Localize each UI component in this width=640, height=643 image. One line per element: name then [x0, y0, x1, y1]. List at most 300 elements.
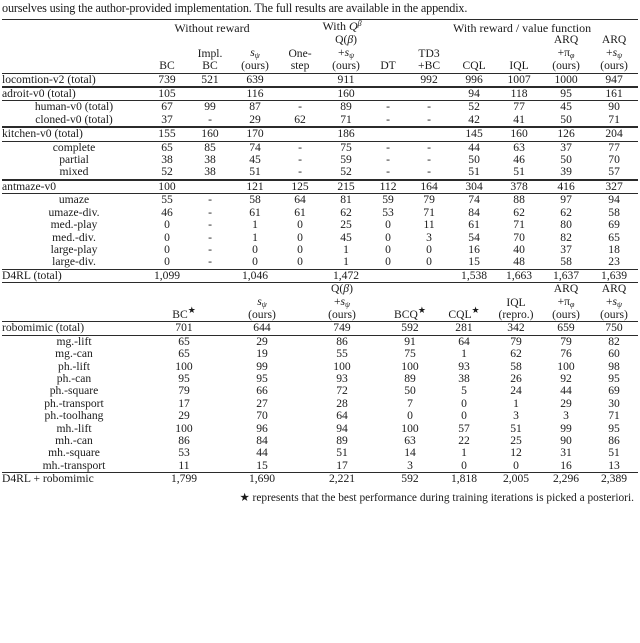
column-header-cql: CQL [462, 59, 486, 73]
cell-value: 112 [370, 180, 406, 194]
cell-value: 0 [385, 255, 391, 269]
table-row [2, 87, 638, 101]
row-label: mg.-lift [2, 335, 146, 348]
cell-value: 99 [256, 359, 268, 373]
row-label: kitchen-v0 (total) [2, 127, 146, 141]
cell-value: 61 [249, 205, 261, 219]
cell-value: 2,005 [490, 473, 542, 486]
cell-value: 58 [560, 255, 572, 269]
cell-value: 48 [513, 255, 525, 269]
cell-value: 17 [178, 396, 190, 410]
cell-value: 0 [252, 255, 258, 269]
cell-value: 992 [406, 73, 452, 87]
cell-value: 69 [608, 218, 620, 232]
cell-value: 1,799 [146, 473, 222, 486]
cell-value [370, 127, 406, 141]
cell-value: 91 [382, 335, 438, 348]
cell-value: 19 [256, 347, 268, 361]
row-label: ph.-square [49, 384, 99, 398]
row-label: human-v0 (total) [2, 101, 146, 114]
cell-value: 701 [146, 322, 222, 335]
cell-value: 15 [468, 255, 480, 269]
cell-value: 29 [222, 335, 302, 348]
cell-value: 304 [452, 180, 496, 194]
cell-value: 0 [164, 230, 170, 244]
cell-value: 3 [426, 230, 432, 244]
cell-value: 592 [382, 322, 438, 335]
cell-value: 0 [297, 230, 303, 244]
table-row [2, 232, 638, 244]
cell-value: 70 [513, 230, 525, 244]
cell-value: 51 [468, 165, 480, 179]
cell-value: 76 [560, 347, 572, 361]
cell-value: 100 [401, 359, 419, 373]
cell-value: 81 [322, 194, 370, 207]
row-label: ph.-lift [58, 359, 90, 373]
cell-value: 63 [496, 141, 542, 154]
cell-value: 46 [513, 153, 525, 167]
cell-value: 1 [252, 230, 258, 244]
lead-paragraph: ourselves using the author-provided implementation. The full results are available in the appendix. [2, 1, 468, 15]
cell-value: 62 [340, 205, 352, 219]
cell-value: 23 [608, 255, 620, 269]
table-row [2, 473, 638, 486]
cell-value: 521 [188, 73, 232, 87]
table-footnote: ★ represents that the best performance during training iterations is picked a posteriori. [239, 491, 634, 504]
cell-value: 659 [542, 322, 590, 335]
cell-value: 71 [608, 112, 620, 126]
cell-value: 327 [590, 180, 638, 194]
cell-value: 52 [340, 165, 352, 179]
cell-value: 15 [256, 458, 268, 472]
cell-value: 95 [542, 87, 590, 101]
table2-head [2, 283, 638, 322]
cell-value: 1 [461, 446, 467, 460]
cell-value [278, 269, 322, 282]
cell-value: - [188, 194, 232, 207]
row-label: med.-div. [52, 230, 96, 244]
cell-value: 155 [146, 127, 188, 141]
table2-body [2, 322, 638, 486]
cell-value: 160 [496, 127, 542, 141]
cell-value [406, 87, 452, 101]
column-header-q-beta-s-psi-2: Q(β) $+s_\psi$ (ours) [302, 283, 382, 322]
cell-value: 42 [468, 112, 480, 126]
cell-value: 71 [423, 205, 435, 219]
table-row [2, 73, 638, 87]
table-row [2, 219, 638, 231]
cell-value: 0 [426, 255, 432, 269]
cell-value: 18 [608, 242, 620, 256]
column-header-blank-2 [2, 283, 146, 322]
cell-value: 2,389 [590, 473, 638, 486]
cell-value: 69 [608, 384, 620, 398]
column-header-one-step: One- step [288, 46, 312, 73]
cell-value: 62 [294, 112, 306, 126]
cell-value: 0 [252, 242, 258, 256]
column-header-arq-s-psi: ARQ $+s_\psi$ (ours) [600, 33, 628, 73]
cell-value: - [427, 165, 431, 179]
cell-value: 64 [278, 194, 322, 207]
cell-value: 7 [407, 396, 413, 410]
cell-value: 0 [513, 458, 519, 472]
cell-value: 592 [382, 473, 438, 486]
cell-value: 50 [468, 153, 480, 167]
cell-value: 57 [458, 421, 470, 435]
table-row [2, 194, 638, 207]
cell-value: 94 [336, 421, 348, 435]
cell-value: 1,818 [438, 473, 490, 486]
table1-head [2, 20, 638, 74]
cell-value [188, 269, 232, 282]
cell-value: 12 [510, 446, 522, 460]
cell-value: 0 [461, 409, 467, 423]
cell-value: 37 [542, 141, 590, 154]
cell-value [370, 87, 406, 101]
cell-value: - [427, 112, 431, 126]
cell-value: 93 [336, 371, 348, 385]
cell-value: 160 [322, 87, 370, 101]
cell-value: 16 [468, 242, 480, 256]
row-label: large-div. [52, 255, 96, 269]
cell-value: 85 [188, 141, 232, 154]
row-label: adroit-v0 (total) [2, 87, 146, 101]
cell-value: 644 [222, 322, 302, 335]
column-header-cql-star: CQL★ [438, 283, 490, 322]
row-label: D4RL (total) [2, 269, 146, 282]
cell-value: 77 [590, 141, 638, 154]
cell-value: 105 [146, 87, 188, 101]
table-row [2, 166, 638, 179]
cell-value: 0 [385, 242, 391, 256]
cell-value: - [208, 242, 212, 256]
cell-value: 62 [513, 205, 525, 219]
table-row [2, 141, 638, 154]
cell-value: - [427, 153, 431, 167]
cell-value: 53 [178, 446, 190, 460]
row-label: mg.-can [55, 347, 93, 361]
cell-value: 61 [468, 218, 480, 232]
cell-value: 93 [458, 359, 470, 373]
row-label: umaze [2, 194, 146, 207]
column-header-q-beta-s-psi: Q(β) $+s_\psi$ (ours) [332, 33, 360, 73]
cell-value: 44 [452, 141, 496, 154]
table-row [2, 423, 638, 435]
cell-value: 38 [161, 153, 173, 167]
cell-value: 75 [404, 347, 416, 361]
cell-value: 64 [438, 335, 490, 348]
cell-value: 1007 [496, 73, 542, 87]
row-label: mh.-square [48, 446, 100, 460]
cell-value: 95 [178, 371, 190, 385]
cell-value: 118 [496, 87, 542, 101]
cell-value: 0 [297, 242, 303, 256]
cell-value: 0 [164, 255, 170, 269]
cell-value: - [406, 101, 452, 114]
column-header-blank [2, 34, 146, 73]
column-header-td3-bc: TD3 +BC [418, 46, 441, 73]
cell-value: 44 [560, 384, 572, 398]
cell-value: 71 [513, 218, 525, 232]
cell-value: 55 [146, 194, 188, 207]
column-header-arq-s-psi-2: ARQ $+s_\psi$ (ours) [590, 283, 638, 322]
cell-value [278, 73, 322, 87]
row-label: complete [2, 141, 146, 154]
cell-value: 58 [608, 205, 620, 219]
cell-value: 11 [178, 458, 190, 472]
cell-value: 89 [336, 434, 348, 447]
cell-value: 0 [297, 255, 303, 269]
row-label: mh.-can [55, 434, 93, 447]
cell-value: 17 [336, 458, 348, 472]
group-header-with-reward: With reward / value function [406, 20, 638, 35]
cell-value: 65 [146, 141, 188, 154]
cell-value: 160 [188, 127, 232, 141]
cell-value [278, 87, 322, 101]
cell-value: 342 [490, 322, 542, 335]
cell-value: 66 [256, 384, 268, 398]
cell-value: 82 [560, 230, 572, 244]
cell-value: 59 [370, 194, 406, 207]
cell-value: 1,639 [590, 269, 638, 282]
cell-value: 1,472 [322, 269, 370, 282]
cell-value: 94 [452, 87, 496, 101]
cell-value: 97 [542, 194, 590, 207]
cell-value: 89 [322, 101, 370, 114]
cell-value: 70 [256, 409, 268, 423]
cell-value: 29 [249, 112, 261, 126]
cell-value: 416 [542, 180, 590, 194]
cell-value: 37 [560, 242, 572, 256]
cell-value: 65 [146, 335, 222, 348]
cell-value: 52 [452, 101, 496, 114]
row-label: robomimic (total) [2, 322, 146, 335]
cell-value: 54 [468, 230, 480, 244]
table-row [2, 154, 638, 166]
row-label: cloned-v0 (total) [35, 112, 113, 126]
cell-value: 74 [232, 141, 278, 154]
cell-value [370, 269, 406, 282]
cell-value: 28 [336, 396, 348, 410]
cell-value: 64 [336, 409, 348, 423]
cell-value: 89 [404, 371, 416, 385]
column-header-bcq-star: BCQ★ [382, 283, 438, 322]
cell-value: 161 [590, 87, 638, 101]
cell-value: 71 [608, 409, 620, 423]
cell-value: 70 [608, 153, 620, 167]
cell-value: 26 [510, 371, 522, 385]
cell-value: 61 [294, 205, 306, 219]
cell-value: 0 [385, 230, 391, 244]
cell-value: 25 [510, 434, 522, 447]
cell-value: 2,296 [542, 473, 590, 486]
row-label: large-play [50, 242, 98, 256]
cell-value: 51 [513, 165, 525, 179]
cell-value: 67 [146, 101, 188, 114]
results-table-robomimic [2, 282, 638, 486]
table-row [2, 256, 638, 269]
cell-value: - [208, 230, 212, 244]
cell-value: 98 [608, 359, 620, 373]
table-row [2, 385, 638, 397]
cell-value: 41 [513, 112, 525, 126]
cell-value: 739 [146, 73, 188, 87]
cell-value: 0 [426, 242, 432, 256]
cell-value: 378 [496, 180, 542, 194]
cell-value: 52 [161, 165, 173, 179]
cell-value: 1,046 [232, 269, 278, 282]
cell-value: 62 [560, 205, 572, 219]
cell-value: 51 [510, 421, 522, 435]
cell-value: 38 [458, 371, 470, 385]
table-row [2, 127, 638, 141]
cell-value: 63 [404, 434, 416, 447]
cell-value: 58 [232, 194, 278, 207]
cell-value: 51 [608, 446, 620, 460]
cell-value: 126 [542, 127, 590, 141]
table1-column-header-row [2, 34, 638, 73]
cell-value: 31 [560, 446, 572, 460]
cell-value: 1 [343, 242, 349, 256]
cell-value: 1,538 [452, 269, 496, 282]
table-row [2, 410, 638, 422]
cell-value: 95 [256, 371, 268, 385]
cell-value: - [208, 218, 212, 232]
cell-value: 22 [458, 434, 470, 447]
cell-value [406, 269, 452, 282]
cell-value: 71 [340, 112, 352, 126]
cell-value [278, 127, 322, 141]
cell-value: 0 [385, 218, 391, 232]
cell-value: 95 [608, 371, 620, 385]
results-table-d4rl [2, 19, 638, 282]
row-label: mh.-lift [56, 421, 92, 435]
row-label: ph.-toolhang [44, 409, 104, 423]
cell-value: - [386, 165, 390, 179]
row-label: umaze-div. [48, 205, 100, 219]
cell-value: 947 [590, 73, 638, 87]
cell-value: - [278, 141, 322, 154]
cell-value: - [370, 141, 406, 154]
table1-body [2, 73, 638, 282]
cell-value: 59 [340, 153, 352, 167]
cell-value: 88 [496, 194, 542, 207]
cell-value: 92 [560, 371, 572, 385]
cell-value: - [386, 112, 390, 126]
cell-value: - [370, 101, 406, 114]
cell-value: - [406, 141, 452, 154]
cell-value [370, 73, 406, 87]
table-row [2, 361, 638, 373]
cell-value: 100 [175, 421, 193, 435]
cell-value: 72 [336, 384, 348, 398]
cell-value: 1 [343, 255, 349, 269]
cell-value [406, 127, 452, 141]
cell-value: 38 [204, 165, 216, 179]
cell-value: 74 [452, 194, 496, 207]
cell-value: - [208, 255, 212, 269]
cell-value: 95 [608, 421, 620, 435]
cell-value: 38 [204, 153, 216, 167]
column-header-impl-bc: Impl. BC [197, 46, 223, 73]
row-label: D4RL + robomimic [2, 473, 146, 486]
cell-value: 58 [510, 359, 522, 373]
cell-value: 40 [513, 242, 525, 256]
cell-value: 30 [608, 396, 620, 410]
cell-value: 0 [461, 396, 467, 410]
column-header-s-psi-2: $s_\psi$ (ours) [222, 283, 302, 322]
row-label: antmaze-v0 [2, 180, 146, 194]
cell-value: 99 [560, 421, 572, 435]
row-label: mixed [59, 165, 89, 179]
cell-value: 639 [232, 73, 278, 87]
cell-value: 65 [178, 347, 190, 361]
table-row [2, 269, 638, 282]
cell-value: 24 [510, 384, 522, 398]
table-row [2, 335, 638, 348]
cell-value: - [298, 165, 302, 179]
cell-value: 39 [560, 165, 572, 179]
cell-value: 57 [608, 165, 620, 179]
cell-value: 14 [404, 446, 416, 460]
cell-value [188, 180, 232, 194]
group-header-blank [2, 20, 146, 35]
cell-value: 100 [557, 359, 575, 373]
cell-value: 1,637 [542, 269, 590, 282]
cell-value: - [208, 112, 212, 126]
group-header-without-reward: Without reward [146, 20, 278, 35]
table-row [2, 244, 638, 256]
cell-value: 1,690 [222, 473, 302, 486]
cell-value: - [386, 153, 390, 167]
cell-value: 3 [407, 458, 413, 472]
cell-value: 45 [249, 153, 261, 167]
cell-value: 100 [146, 180, 188, 194]
cell-value: 13 [608, 458, 620, 472]
cell-value: 94 [590, 194, 638, 207]
table-row [2, 447, 638, 459]
cell-value: 46 [161, 205, 173, 219]
cell-value: 1 [513, 396, 519, 410]
cell-value: 16 [560, 458, 572, 472]
cell-value: - [278, 101, 322, 114]
row-label: ph.-can [56, 371, 92, 385]
cell-value: 0 [164, 242, 170, 256]
cell-value: 80 [560, 218, 572, 232]
cell-value: 0 [407, 409, 413, 423]
cell-value: 90 [590, 101, 638, 114]
cell-value: 45 [340, 230, 352, 244]
cell-value: 215 [322, 180, 370, 194]
cell-value: 204 [590, 127, 638, 141]
cell-value: 750 [590, 322, 638, 335]
cell-value: 100 [175, 359, 193, 373]
table-row [2, 180, 638, 194]
cell-value: 53 [382, 205, 394, 219]
cell-value: 50 [560, 153, 572, 167]
cell-value: 99 [188, 101, 232, 114]
cell-value: 87 [232, 101, 278, 114]
cell-value: 125 [278, 180, 322, 194]
cell-value: 145 [452, 127, 496, 141]
cell-value: 25 [340, 218, 352, 232]
cell-value: 5 [461, 384, 467, 398]
cell-value: 75 [322, 141, 370, 154]
cell-value: 84 [468, 205, 480, 219]
table-row [2, 460, 638, 473]
cell-value: 86 [302, 335, 382, 348]
cell-value: 50 [404, 384, 416, 398]
